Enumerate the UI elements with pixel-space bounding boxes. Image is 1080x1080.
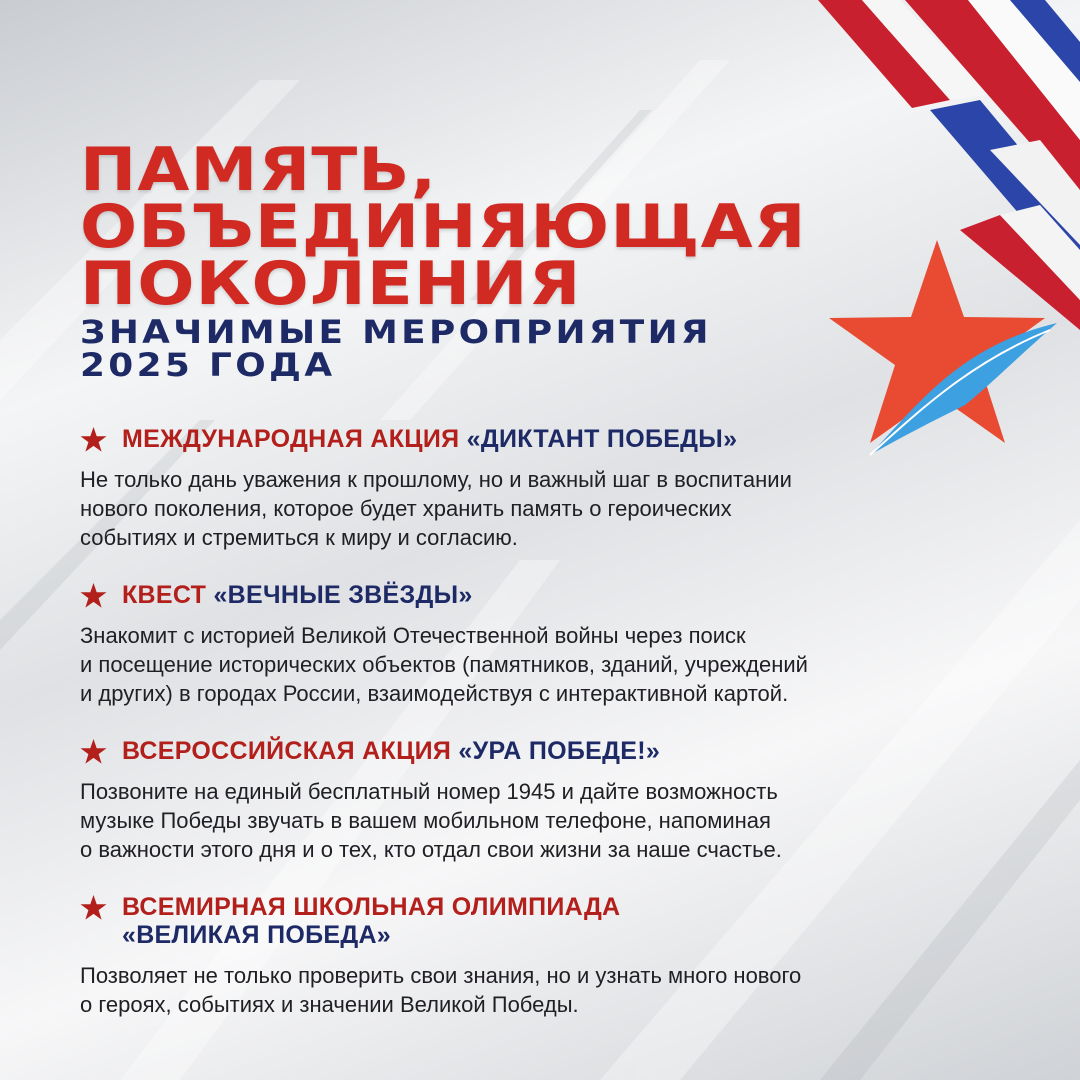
event-type: ВСЕРОССИЙСКАЯ АКЦИЯ [122,737,452,765]
event-description [80,465,1010,552]
description-line: и посещение исторических объектов (памятников, зданий, учреждений [80,652,808,677]
event-heading [80,581,1010,609]
title-line-1: ПАМЯТЬ, [80,135,438,205]
description-line: Позвоните на единый бесплатный номер 1945 и дайте возможность [80,779,778,804]
description-line: и других) в городах России, взаимодействуя с интерактивной картой. [80,681,789,706]
event-description [80,777,1010,864]
event-description [80,961,1010,1019]
event-type: МЕЖДУНАРОДНАЯ АКЦИЯ [122,425,460,453]
event-name: «ВЕЛИКАЯ ПОБЕДА» [122,921,391,949]
event-eternal-stars [80,581,1010,708]
event-heading [80,737,1010,765]
description-line: Позволяет не только проверить свои знания, но и узнать много нового [80,963,802,988]
description-line: Знакомит с историей Великой Отечественной войны через поиск [80,623,746,648]
title-line-3: ПОКОЛЕНИЯ [80,249,582,319]
event-type: ВСЕМИРНАЯ ШКОЛЬНАЯ ОЛИМПИАДА [122,893,621,921]
description-line: Не только дань уважения к прошлому, но и важный шаг в воспитании [80,467,792,492]
event-ura-pobede [80,737,1010,864]
title-line-2: ОБЪЕДИНЯЮЩАЯ [80,192,807,262]
event-name: «УРА ПОБЕДЕ!» [458,737,661,765]
description-line: о героях, событиях и значении Великой Победы. [80,992,579,1017]
event-type: КВЕСТ [122,581,207,609]
description-line: нового поколения, которое будет хранить память о героических [80,496,732,521]
subtitle-line-1: ЗНАЧИМЫЕ МЕРОПРИЯТИЯ [80,313,712,351]
event-description [80,621,1010,708]
subtitle-line-2: 2025 ГОДА [80,346,336,384]
event-name: «ВЕЧНЫЕ ЗВЁЗДЫ» [213,581,473,609]
red-star-icon [80,895,107,921]
description-line: событиях и стремиться к миру и согласию. [80,525,518,550]
event-olympiad [80,893,1010,1019]
red-star-icon [80,739,107,765]
description-line: о важности этого дня и о тех, кто отдал свои жизни за наше счастье. [80,837,782,862]
event-heading [80,893,1010,949]
red-star-icon [80,583,107,609]
red-star-icon [80,427,107,453]
event-dictation [80,425,1010,552]
event-heading [80,425,1010,453]
event-name: «ДИКТАНТ ПОБЕДЫ» [466,425,738,453]
title-block [80,135,807,384]
description-line: музыке Победы звучать в вашем мобильном телефоне, напоминая [80,808,771,833]
